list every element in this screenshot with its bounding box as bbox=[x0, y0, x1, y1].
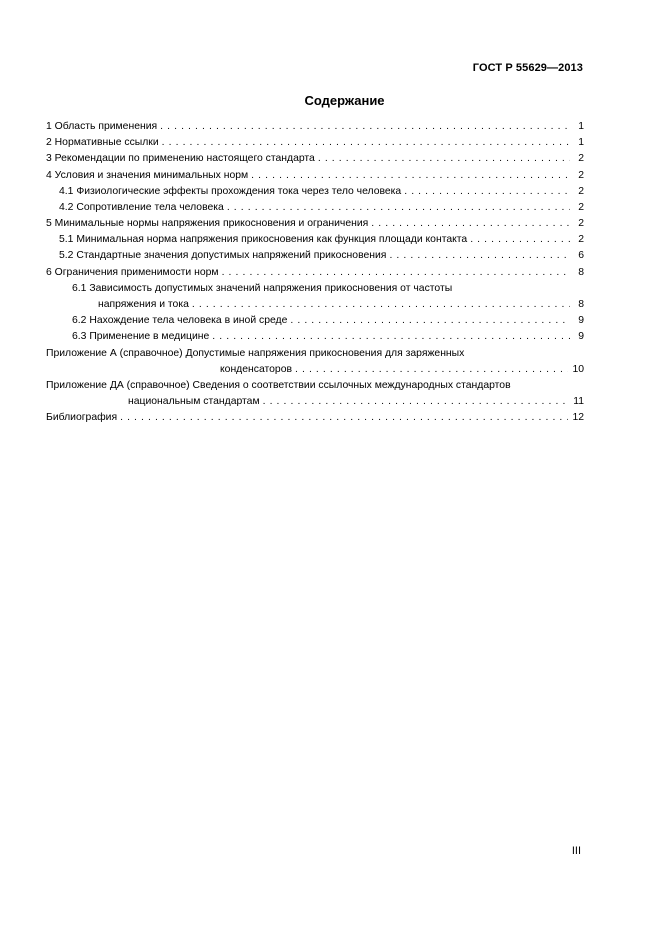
toc-entry-text: 6 Ограничения применимости норм bbox=[46, 266, 219, 278]
dot-leader bbox=[263, 394, 570, 410]
toc-entry-4-1[interactable] bbox=[46, 184, 584, 200]
toc-entry-text: 3 Рекомендации по применению настоящего стандарта bbox=[46, 153, 315, 165]
toc-entry-text: 6.1 Зависимость допустимых значений напряжения прикосновения от частоты bbox=[72, 282, 453, 294]
toc-entry-text: Приложение ДА (справочное) Сведения о соответствии ссылочных международных стандартов bbox=[46, 380, 511, 392]
toc-entry-text: 4.2 Сопротивление тела человека bbox=[59, 201, 224, 213]
dot-leader bbox=[470, 232, 570, 248]
toc-page-number: 1 bbox=[578, 137, 584, 149]
toc-entry-3[interactable] bbox=[46, 151, 584, 167]
toc-page-number: 2 bbox=[578, 218, 584, 230]
toc-entry-text: 1 Область применения bbox=[46, 120, 158, 132]
toc-entry-text-continued: напряжения и тока bbox=[98, 299, 189, 311]
toc-entry-4[interactable] bbox=[46, 168, 584, 184]
dot-leader bbox=[389, 248, 570, 264]
standard-code: ГОСТ Р 55629—2013 bbox=[472, 62, 583, 74]
toc-page-number: 2 bbox=[578, 234, 584, 246]
toc-entry-text-continued: национальным стандартам bbox=[128, 396, 260, 408]
page-number: III bbox=[571, 845, 581, 857]
toc-entry-bibliography[interactable] bbox=[46, 410, 584, 426]
page-title: Содержание bbox=[304, 93, 385, 108]
toc-page-number: 9 bbox=[578, 315, 584, 327]
toc-entry-text: Библиография bbox=[46, 412, 118, 424]
toc-page-number: 1 bbox=[578, 120, 584, 132]
toc-entry-6-2[interactable] bbox=[46, 313, 584, 329]
toc-entry-appendix-da[interactable] bbox=[46, 378, 584, 410]
toc-entry-5[interactable] bbox=[46, 216, 584, 232]
toc-page-number: 2 bbox=[578, 185, 584, 197]
dot-leader bbox=[162, 135, 570, 151]
dot-leader bbox=[212, 329, 570, 345]
toc-page-number: 12 bbox=[572, 412, 584, 424]
toc-page-number: 6 bbox=[578, 250, 584, 262]
toc-entry-text: 4 Условия и значения минимальных норм bbox=[46, 169, 249, 181]
toc-entry-appendix-a[interactable] bbox=[46, 346, 584, 378]
dot-leader bbox=[290, 313, 570, 329]
toc-entry-5-1[interactable] bbox=[46, 232, 584, 248]
table-of-contents bbox=[46, 119, 584, 427]
dot-leader bbox=[160, 119, 570, 135]
toc-entry-text: 6.3 Применение в медицине bbox=[72, 331, 210, 343]
toc-page-number: 9 bbox=[578, 331, 584, 343]
toc-page-number: 8 bbox=[578, 266, 584, 278]
toc-entry-text: 5.1 Минимальная норма напряжения прикосновения как функция площади контакта bbox=[59, 234, 468, 246]
toc-entry-text: 2 Нормативные ссылки bbox=[46, 137, 159, 149]
dot-leader bbox=[404, 184, 570, 200]
toc-page-number: 2 bbox=[578, 201, 584, 213]
dot-leader bbox=[295, 362, 568, 378]
toc-entry-text: 4.1 Физиологические эффекты прохождения тока через тело человека bbox=[59, 185, 402, 197]
toc-page-number: 2 bbox=[578, 153, 584, 165]
toc-entry-6[interactable] bbox=[46, 265, 584, 281]
toc-entry-6-3[interactable] bbox=[46, 329, 584, 345]
dot-leader bbox=[371, 216, 570, 232]
toc-entry-text: 5.2 Стандартные значения допустимых напряжений прикосновения bbox=[59, 250, 387, 262]
dot-leader bbox=[318, 151, 570, 167]
dot-leader bbox=[227, 200, 570, 216]
toc-entry-text: Приложение А (справочное) Допустимые напряжения прикосновения для заряженных bbox=[46, 347, 465, 359]
toc-entry-1[interactable] bbox=[46, 119, 584, 135]
dot-leader bbox=[120, 410, 568, 426]
toc-page-number: 8 bbox=[578, 299, 584, 311]
toc-entry-6-1[interactable] bbox=[46, 281, 584, 313]
toc-page-number: 10 bbox=[572, 363, 584, 375]
dot-leader bbox=[192, 297, 570, 313]
dot-leader bbox=[222, 265, 570, 281]
toc-page-number: 11 bbox=[573, 396, 584, 408]
toc-entry-4-2[interactable] bbox=[46, 200, 584, 216]
toc-entry-text: 6.2 Нахождение тела человека в иной среде bbox=[72, 315, 288, 327]
toc-entry-text-continued: конденсаторов bbox=[220, 363, 293, 375]
dot-leader bbox=[251, 168, 570, 184]
toc-page-number: 2 bbox=[578, 169, 584, 181]
toc-entry-2[interactable] bbox=[46, 135, 584, 151]
toc-entry-5-2[interactable] bbox=[46, 249, 584, 265]
toc-entry-text: 5 Минимальные нормы напряжения прикосновения и ограничения bbox=[46, 218, 369, 230]
